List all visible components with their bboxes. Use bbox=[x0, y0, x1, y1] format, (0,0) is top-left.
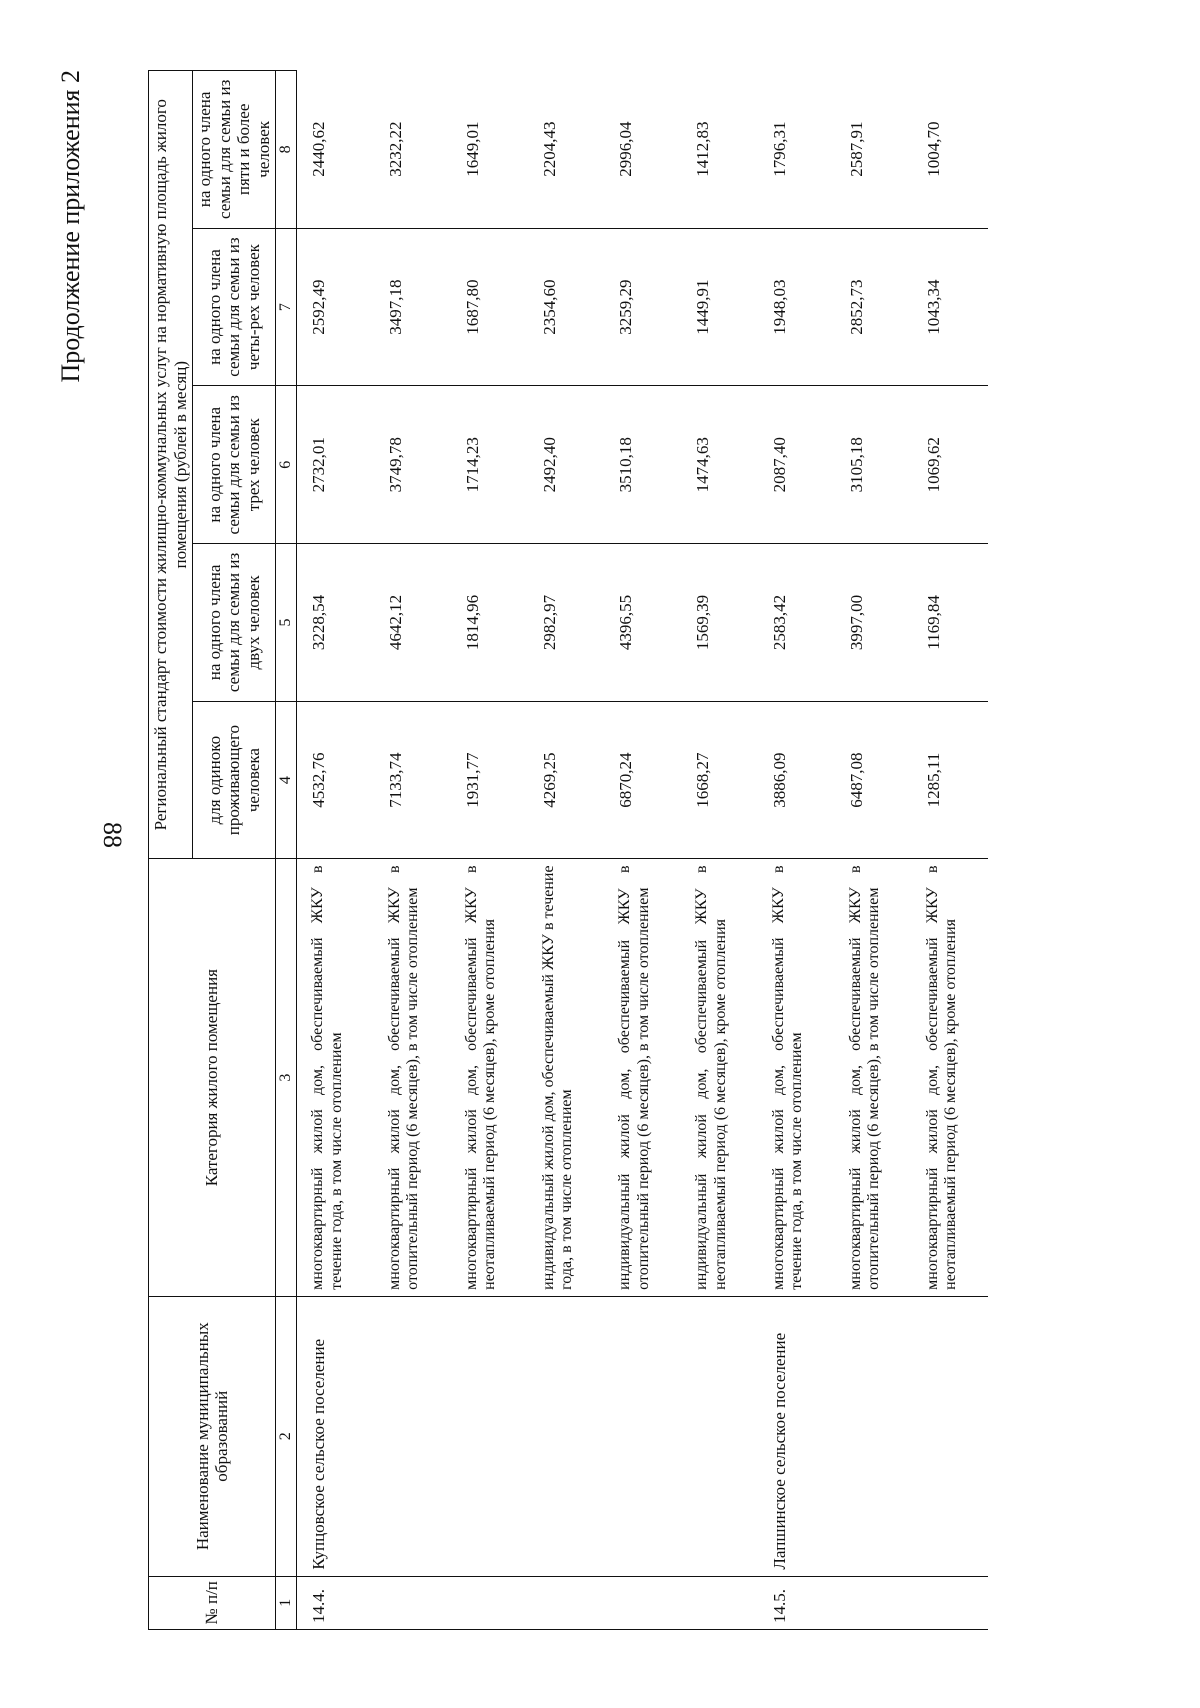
tariff-value: 3259,29 bbox=[604, 228, 681, 386]
municipality-name bbox=[912, 1296, 989, 1576]
tariff-table bbox=[148, 70, 988, 1630]
appendix-heading: Продолжение приложения 2 bbox=[56, 70, 85, 383]
header-family-3: на одного члена семьи для семьи из трех человек bbox=[193, 386, 276, 544]
tariff-value: 1687,80 bbox=[451, 228, 528, 386]
tariff-value: 4642,12 bbox=[374, 544, 451, 702]
row-number: 14.4. bbox=[297, 1576, 374, 1629]
tariff-value: 1412,83 bbox=[693, 121, 713, 177]
housing-category: многоквартирный жилой дом, обеспечиваемый ЖКУ в неотапливаемый период (6 месяцев), кроме отопления bbox=[451, 859, 528, 1296]
tariff-value: 7133,74 bbox=[374, 701, 451, 859]
header-family-4: на одного члена семьи для семьи из четы-рех человек bbox=[193, 228, 276, 386]
tariff-value: 1069,62 bbox=[912, 386, 989, 544]
tariff-value: 1569,39 bbox=[681, 544, 758, 702]
tariff-value: 3997,00 bbox=[835, 544, 912, 702]
table-row bbox=[528, 71, 605, 1630]
tariff-value: 4532,76 bbox=[297, 701, 374, 859]
row-number bbox=[681, 1576, 758, 1629]
tariff-value: 3228,54 bbox=[297, 544, 374, 702]
table-row bbox=[758, 71, 835, 1630]
table-row bbox=[374, 71, 451, 1630]
header-standard: Региональный стандарт стоимости жилищно-коммунальных услуг на нормативную площадь жилого помещения (рублей в месяц) bbox=[149, 71, 193, 859]
col-number: 7 bbox=[276, 228, 297, 386]
col-number: 6 bbox=[276, 386, 297, 544]
tariff-value: 2982,97 bbox=[528, 544, 605, 702]
header-category: Категория жилого помещения bbox=[149, 859, 276, 1296]
tariff-value: 1814,96 bbox=[451, 544, 528, 702]
col-number: 1 bbox=[276, 1576, 297, 1629]
housing-category: многоквартирный жилой дом, обеспечиваемый ЖКУ в отопительный период (6 месяцев), в том числе отоплением bbox=[374, 859, 451, 1296]
housing-category: многоквартирный жилой дом, обеспечиваемый ЖКУ в течение года, в том числе отоплением bbox=[297, 859, 374, 1296]
tariff-value: 1931,77 bbox=[451, 701, 528, 859]
housing-category: многоквартирный жилой дом, обеспечиваемый ЖКУ в неотапливаемый период (6 месяцев), кроме отопления bbox=[912, 859, 989, 1296]
table-row bbox=[604, 71, 681, 1630]
tariff-value: 6487,08 bbox=[835, 701, 912, 859]
col-number: 3 bbox=[276, 859, 297, 1296]
housing-category: многоквартирный жилой дом, обеспечиваемый ЖКУ в отопительный период (6 месяцев), в том числе отоплением bbox=[835, 859, 912, 1296]
table-row bbox=[912, 71, 989, 1630]
tariff-value: 6870,24 bbox=[604, 701, 681, 859]
tariff-value: 2996,04 bbox=[616, 121, 636, 177]
tariff-value: 2354,60 bbox=[528, 228, 605, 386]
tariff-value: 1004,70 bbox=[923, 121, 943, 177]
tariff-value: 3749,78 bbox=[374, 386, 451, 544]
table-row bbox=[835, 71, 912, 1630]
municipality-name bbox=[451, 1296, 528, 1576]
tariff-value: 2087,40 bbox=[758, 386, 835, 544]
tariff-value: 1043,34 bbox=[912, 228, 989, 386]
housing-category: индивидуальный жилой дом, обеспечиваемый ЖКУ в отопительный период (6 месяцев), в том числе отоплением bbox=[604, 859, 681, 1296]
row-number: 14.5. bbox=[758, 1576, 835, 1629]
row-number bbox=[912, 1576, 989, 1629]
tariff-value: 2592,49 bbox=[297, 228, 374, 386]
municipality-name bbox=[681, 1296, 758, 1576]
municipality-name bbox=[374, 1296, 451, 1576]
tariff-value: 2732,01 bbox=[297, 386, 374, 544]
page-number: 88 bbox=[98, 822, 127, 848]
tariff-value: 3105,18 bbox=[835, 386, 912, 544]
tariff-value: 1796,31 bbox=[769, 121, 789, 177]
housing-category: многоквартирный жилой дом, обеспечиваемый ЖКУ в течение года, в том числе отоплением bbox=[758, 859, 835, 1296]
tariff-value: 1449,91 bbox=[681, 228, 758, 386]
housing-category: индивидуальный жилой дом, обеспечиваемый ЖКУ в течение года, в том числе отоплением bbox=[528, 859, 605, 1296]
table-body bbox=[297, 71, 989, 1630]
tariff-value: 2492,40 bbox=[528, 386, 605, 544]
header-name: Наименование муниципальных образований bbox=[149, 1296, 276, 1576]
row-number bbox=[451, 1576, 528, 1629]
row-number bbox=[528, 1576, 605, 1629]
tariff-value: 1714,23 bbox=[451, 386, 528, 544]
table-row bbox=[681, 71, 758, 1630]
tariff-value: 1948,03 bbox=[758, 228, 835, 386]
table-row bbox=[451, 71, 528, 1630]
municipality-name bbox=[835, 1296, 912, 1576]
tariff-value: 2204,43 bbox=[539, 121, 559, 177]
col-number: 4 bbox=[276, 701, 297, 859]
tariff-value: 4269,25 bbox=[528, 701, 605, 859]
tariff-value: 1668,27 bbox=[681, 701, 758, 859]
header-family-5: на одного члена семьи для семьи из пяти и более человек bbox=[193, 71, 276, 229]
housing-category: индивидуальный жилой дом, обеспечиваемый ЖКУ в неотапливаемый период (6 месяцев), кроме отопления bbox=[681, 859, 758, 1296]
municipality-name: Лапшинское сельское поселение bbox=[758, 1296, 835, 1576]
tariff-value: 3510,18 bbox=[604, 386, 681, 544]
tariff-value: 3497,18 bbox=[374, 228, 451, 386]
tariff-value: 3886,09 bbox=[758, 701, 835, 859]
tariff-value: 3232,22 bbox=[386, 121, 406, 177]
municipality-name bbox=[604, 1296, 681, 1576]
header-single: для одиноко проживающего человека bbox=[193, 701, 276, 859]
tariff-value: 1474,63 bbox=[681, 386, 758, 544]
col-number: 5 bbox=[276, 544, 297, 702]
tariff-value: 2852,73 bbox=[835, 228, 912, 386]
tariff-value: 2583,42 bbox=[758, 544, 835, 702]
tariff-value: 2587,91 bbox=[846, 121, 866, 177]
tariff-value: 4396,55 bbox=[604, 544, 681, 702]
row-number bbox=[835, 1576, 912, 1629]
rotated-page-content bbox=[56, 70, 1200, 1630]
municipality-name bbox=[528, 1296, 605, 1576]
tariff-value: 2440,62 bbox=[309, 121, 329, 177]
header-family-2: на одного члена семьи для семьи из двух человек bbox=[193, 544, 276, 702]
col-number: 2 bbox=[276, 1296, 297, 1576]
table-row bbox=[297, 71, 374, 1630]
header-num: № п/п bbox=[149, 1576, 276, 1629]
tariff-value: 1285,11 bbox=[912, 701, 989, 859]
municipality-name: Купцовское сельское поселение bbox=[297, 1296, 374, 1576]
row-number bbox=[604, 1576, 681, 1629]
col-number: 8 bbox=[276, 71, 297, 229]
row-number bbox=[374, 1576, 451, 1629]
tariff-value: 1169,84 bbox=[912, 544, 989, 702]
tariff-value: 1649,01 bbox=[462, 121, 482, 177]
